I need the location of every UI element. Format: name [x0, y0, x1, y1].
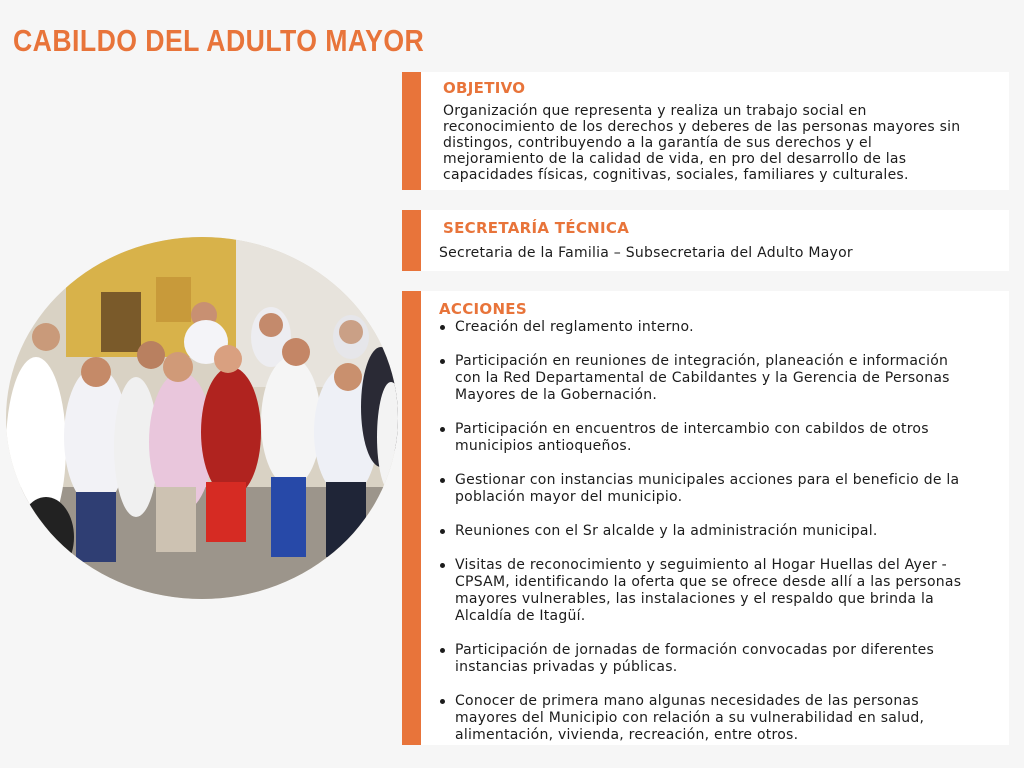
objetivo-line: reconocimiento de los derechos y deberes de las personas mayores sin: [443, 119, 961, 135]
list-item-line: Creación del reglamento interno.: [455, 319, 694, 335]
list-item-line: municipios antioqueños.: [455, 438, 632, 454]
accent-bar: [402, 72, 421, 190]
group-photo: [6, 237, 398, 599]
list-item-line: mayores vulnerables, las instalaciones y el respaldo que brinda la: [455, 591, 934, 607]
bullet-icon: [440, 699, 445, 704]
bullet-icon: [440, 478, 445, 483]
list-item-line: Participación en reuniones de integración, planeación e información: [455, 353, 949, 369]
list-item: [439, 421, 1004, 455]
list-item: [439, 523, 1004, 540]
bullet-icon: [440, 648, 445, 653]
accent-bar: [402, 210, 421, 271]
acciones-card: [402, 291, 1009, 745]
list-item: [439, 557, 1004, 625]
list-item: [439, 642, 1004, 676]
objetivo-card: [402, 72, 1009, 190]
list-item-line: mayores del Municipio con relación a su vulnerabilidad en salud,: [455, 710, 925, 726]
list-item-line: Gestionar con instancias municipales acciones para el beneficio de la: [455, 472, 960, 488]
objetivo-text: [443, 103, 1003, 183]
objetivo-line: mejoramiento de la calidad de vida, en pro del desarrollo de las: [443, 151, 907, 167]
secretaria-heading: SECRETARÍA TÉCNICA: [443, 219, 630, 237]
list-item: [439, 693, 1004, 744]
list-item-line: instancias privadas y públicas.: [455, 659, 678, 675]
acciones-heading: ACCIONES: [439, 300, 527, 318]
list-item: [439, 353, 1004, 404]
acciones-list: [439, 319, 1004, 761]
list-item-line: población mayor del municipio.: [455, 489, 683, 505]
accent-bar: [402, 291, 421, 745]
group-photo-illustration: [6, 237, 398, 599]
secretaria-card: [402, 210, 1009, 271]
list-item-line: Reuniones con el Sr alcalde y la administración municipal.: [455, 523, 878, 539]
secretaria-text: Secretaria de la Familia – Subsecretaria del Adulto Mayor: [439, 245, 853, 261]
list-item-line: alimentación, vivienda, recreación, entre otros.: [455, 727, 799, 743]
list-item-line: CPSAM, identificando la oferta que se ofrece desde allí a las personas: [455, 574, 962, 590]
list-item-line: Visitas de reconocimiento y seguimiento al Hogar Huellas del Ayer -: [455, 557, 947, 573]
list-item-line: Mayores de la Gobernación.: [455, 387, 658, 403]
list-item-line: Conocer de primera mano algunas necesidades de las personas: [455, 693, 919, 709]
list-item: [439, 319, 1004, 336]
bullet-icon: [440, 427, 445, 432]
objetivo-heading: OBJETIVO: [443, 79, 526, 97]
list-item-line: Alcaldía de Itagüí.: [455, 608, 586, 624]
objetivo-line: capacidades físicas, cognitivas, sociales, familiares y culturales.: [443, 167, 909, 183]
list-item-line: con la Red Departamental de Cabildantes y la Gerencia de Personas: [455, 370, 950, 386]
list-item: [439, 472, 1004, 506]
bullet-icon: [440, 359, 445, 364]
objetivo-line: distingos, contribuyendo a la garantía de sus derechos y el: [443, 135, 872, 151]
list-item-line: Participación en encuentros de intercambio con cabildos de otros: [455, 421, 929, 437]
bullet-icon: [440, 529, 445, 534]
bullet-icon: [440, 325, 445, 330]
objetivo-line: Organización que representa y realiza un trabajo social en: [443, 103, 867, 119]
bullet-icon: [440, 563, 445, 568]
page-title: CABILDO DEL ADULTO MAYOR: [13, 23, 425, 58]
list-item-line: Participación de jornadas de formación convocadas por diferentes: [455, 642, 935, 658]
